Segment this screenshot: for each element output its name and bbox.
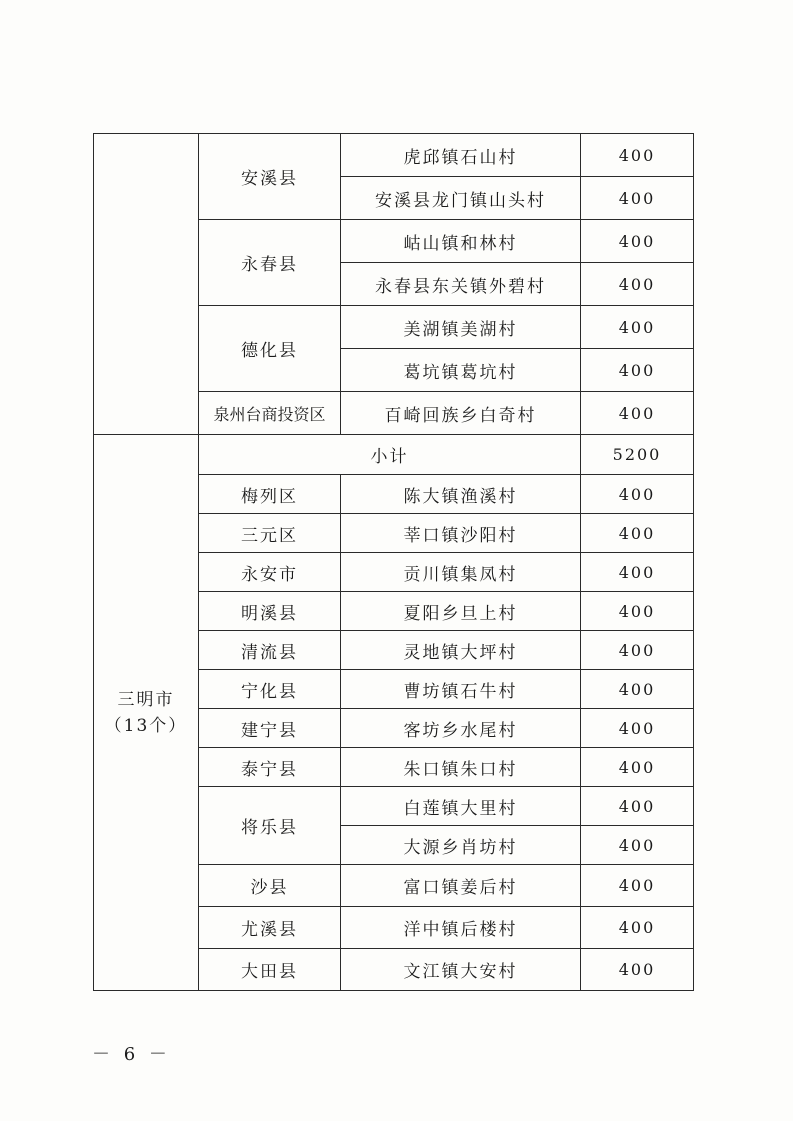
village-cell: 曹坊镇石牛村: [341, 670, 581, 709]
county-cell: 明溪县: [199, 592, 341, 631]
amount-cell: 400: [581, 349, 694, 392]
city-name: 三明市: [117, 689, 175, 710]
amount-cell: 400: [581, 787, 694, 826]
village-cell: 百崎回族乡白奇村: [341, 392, 581, 435]
village-cell: 安溪县龙门镇山头村: [341, 177, 581, 220]
county-cell: 泉州台商投资区: [199, 392, 341, 435]
amount-cell: 400: [581, 475, 694, 514]
amount-cell: 400: [581, 949, 694, 991]
county-cell: 建宁县: [199, 709, 341, 748]
amount-cell: 400: [581, 748, 694, 787]
village-cell: 富口镇姜后村: [341, 865, 581, 907]
county-cell: 永安市: [199, 553, 341, 592]
village-cell: 虎邱镇石山村: [341, 134, 581, 177]
county-cell: 尤溪县: [199, 907, 341, 949]
village-cell: 夏阳乡旦上村: [341, 592, 581, 631]
village-cell: 永春县东关镇外碧村: [341, 263, 581, 306]
village-cell: 葛坑镇葛坑村: [341, 349, 581, 392]
county-cell: 梅列区: [199, 475, 341, 514]
village-cell: 朱口镇朱口村: [341, 748, 581, 787]
county-cell: 三元区: [199, 514, 341, 553]
county-cell: 沙县: [199, 865, 341, 907]
village-cell: 美湖镇美湖村: [341, 306, 581, 349]
city-cell: [94, 435, 199, 991]
amount-cell: 400: [581, 907, 694, 949]
table-row: [94, 134, 694, 177]
amount-cell: 400: [581, 670, 694, 709]
amount-cell: 400: [581, 553, 694, 592]
village-cell: 岵山镇和林村: [341, 220, 581, 263]
village-cell: 陈大镇渔溪村: [341, 475, 581, 514]
village-cell: 灵地镇大坪村: [341, 631, 581, 670]
village-cell: 贡川镇集凤村: [341, 553, 581, 592]
subtotal-label: 小计: [199, 435, 581, 475]
city-count: （13个）: [104, 715, 188, 736]
village-cell: 洋中镇后楼村: [341, 907, 581, 949]
amount-cell: 400: [581, 826, 694, 865]
amount-cell: 400: [581, 263, 694, 306]
village-cell: 文江镇大安村: [341, 949, 581, 991]
county-cell: 安溪县: [199, 134, 341, 220]
amount-cell: 400: [581, 392, 694, 435]
county-cell: 清流县: [199, 631, 341, 670]
county-cell: 将乐县: [199, 787, 341, 865]
village-cell: 大源乡肖坊村: [341, 826, 581, 865]
amount-cell: 400: [581, 177, 694, 220]
county-cell: 宁化县: [199, 670, 341, 709]
county-cell: 德化县: [199, 306, 341, 392]
allocation-table: [93, 133, 694, 991]
amount-cell: 400: [581, 865, 694, 907]
amount-cell: 400: [581, 631, 694, 670]
amount-cell: 400: [581, 592, 694, 631]
city-cell-continued: [94, 134, 199, 435]
amount-cell: 400: [581, 514, 694, 553]
amount-cell: 400: [581, 709, 694, 748]
county-cell: 永春县: [199, 220, 341, 306]
page-number: － 6 －: [92, 1044, 171, 1065]
county-cell: 泰宁县: [199, 748, 341, 787]
subtotal-row: [94, 435, 694, 475]
village-cell: 客坊乡水尾村: [341, 709, 581, 748]
county-cell: 大田县: [199, 949, 341, 991]
amount-cell: 400: [581, 306, 694, 349]
subtotal-value: 5200: [581, 435, 694, 475]
amount-cell: 400: [581, 134, 694, 177]
village-cell: 莘口镇沙阳村: [341, 514, 581, 553]
amount-cell: 400: [581, 220, 694, 263]
village-cell: 白莲镇大里村: [341, 787, 581, 826]
